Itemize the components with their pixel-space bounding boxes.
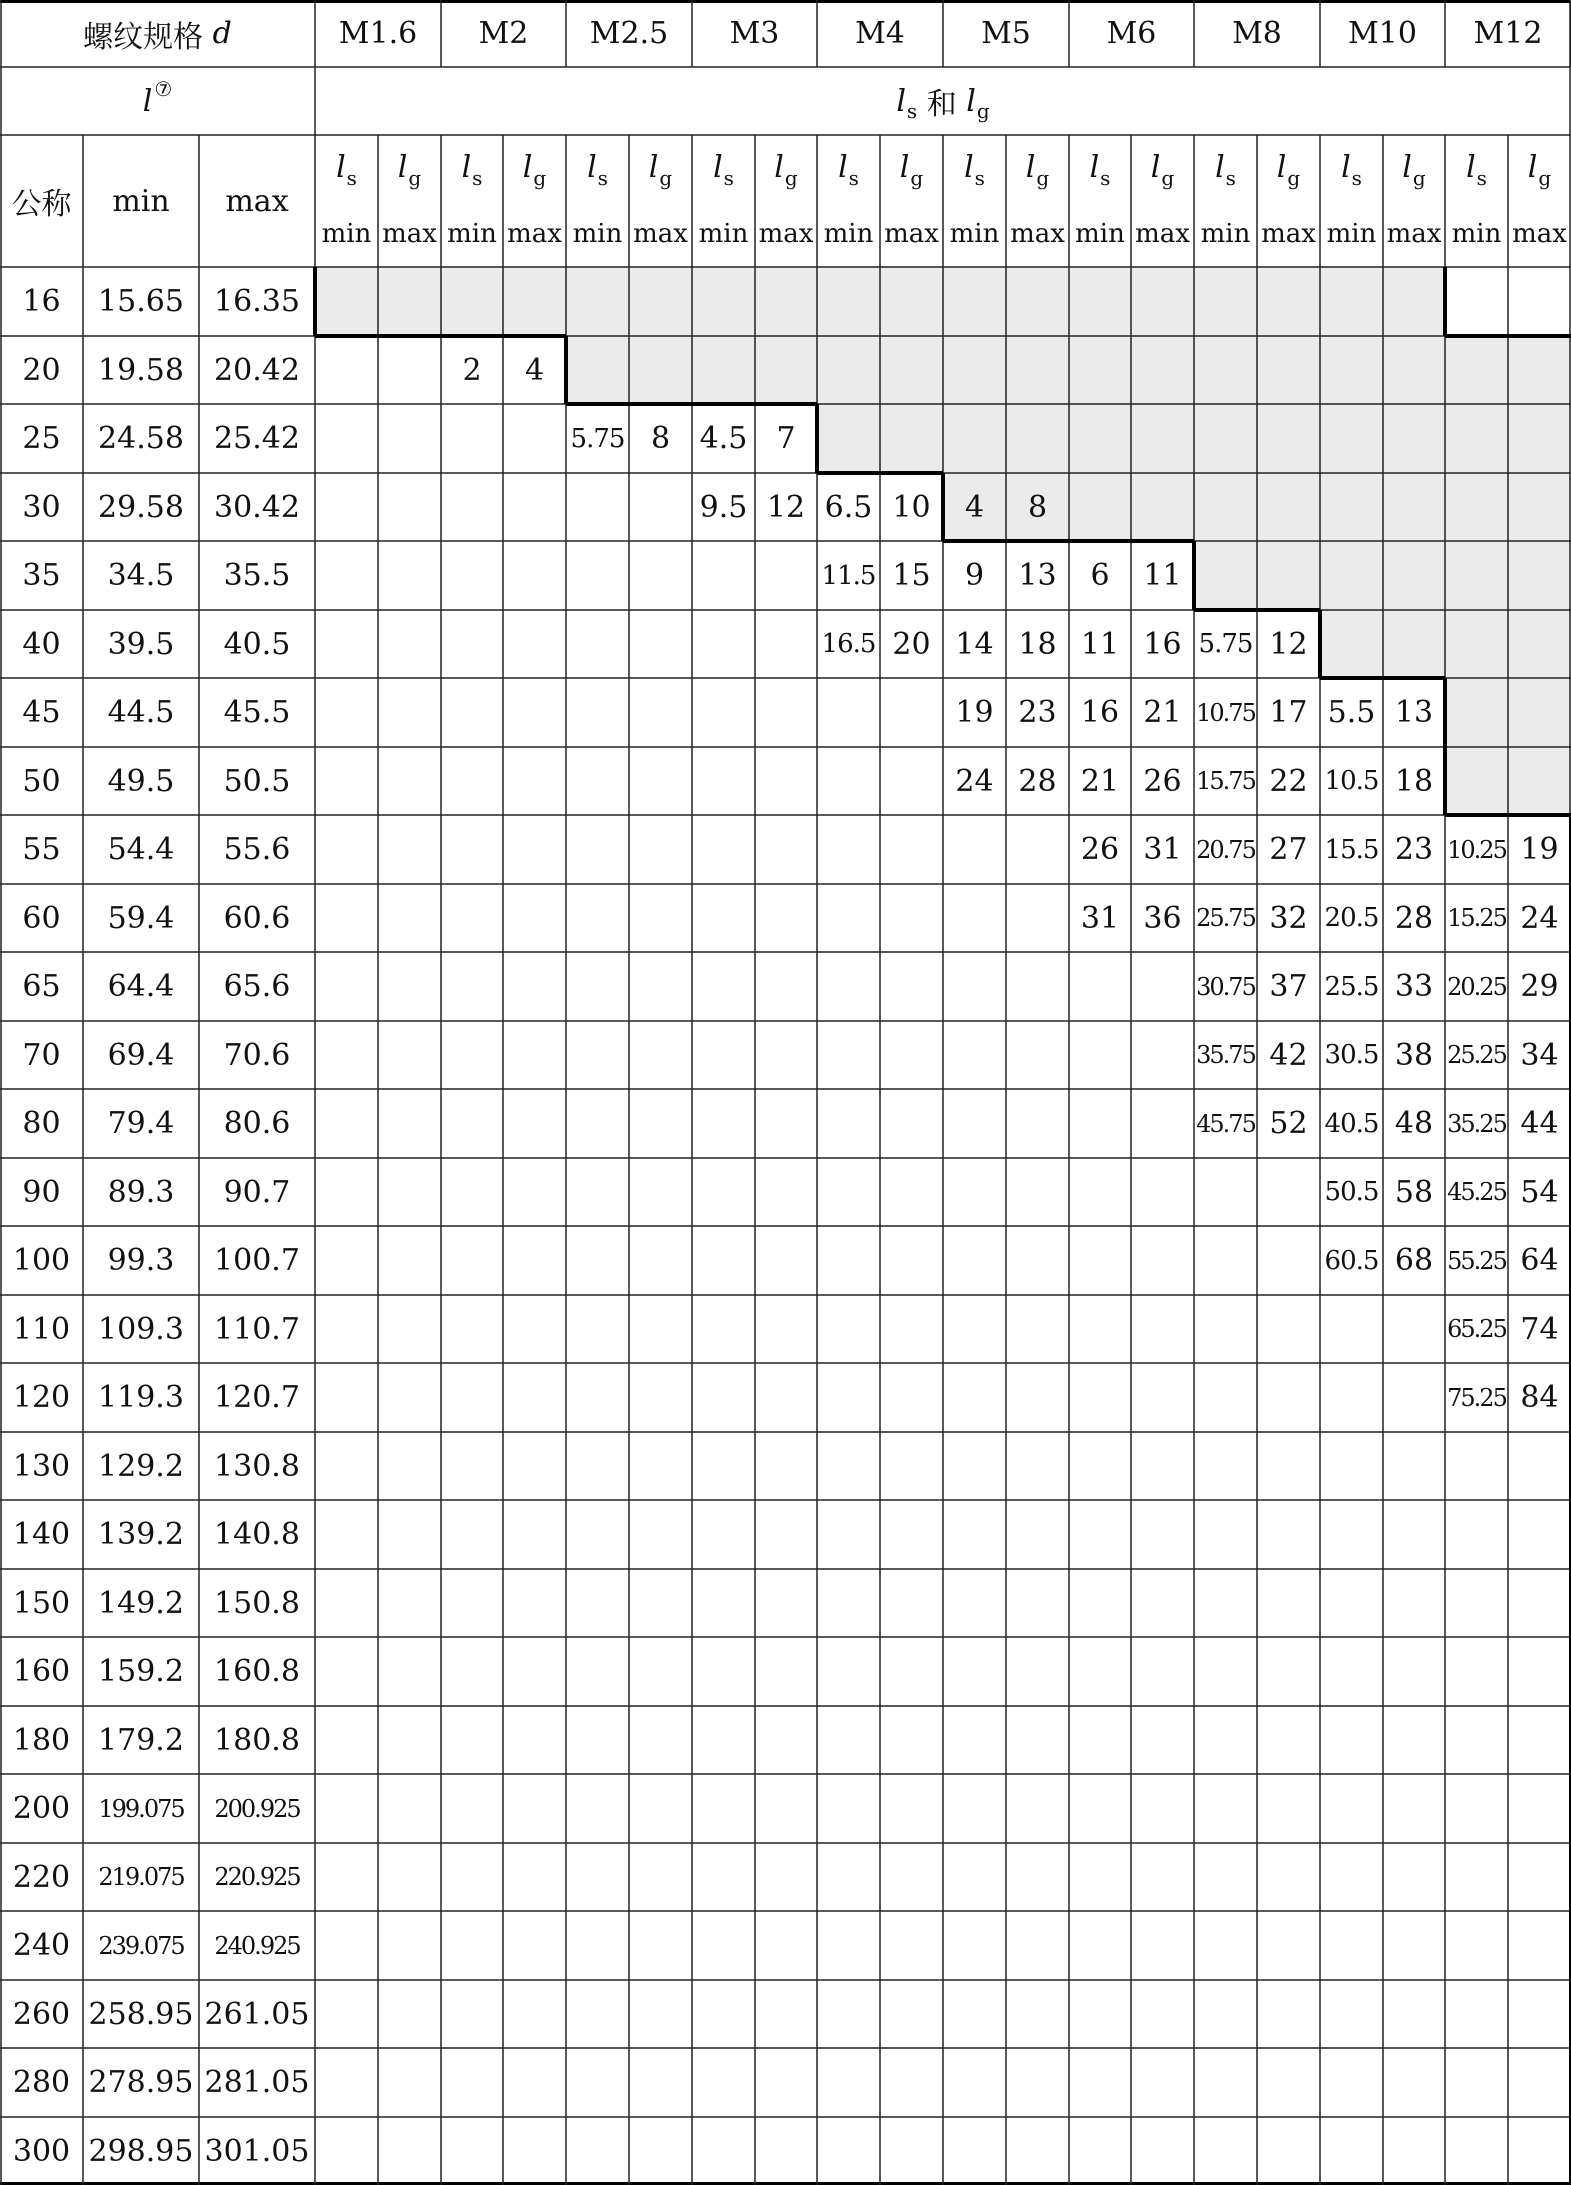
ls-value: 5.75 [1198, 629, 1253, 659]
lg-max-subheader: l g max [1135, 150, 1190, 249]
ls-value: 45.75 [1196, 1109, 1255, 1138]
ls-value: 5.75 [570, 423, 625, 454]
lg-value: 34 [1520, 1037, 1559, 1073]
ls-value: 10.25 [1447, 835, 1506, 864]
row-min: 64.4 [107, 969, 175, 1004]
ls-value: 26 [1080, 832, 1120, 867]
row-min: 89.3 [107, 1174, 175, 1210]
row-max: 40.5 [223, 626, 291, 662]
lg-value: 28 [1018, 763, 1057, 799]
ls-min-subheader: l s min [823, 150, 874, 249]
ls-value: 40.5 [1324, 1108, 1379, 1139]
lg-value: 26 [1143, 763, 1182, 799]
size-header-m1.6: M1.6 [338, 16, 418, 51]
lg-value: 31 [1143, 832, 1182, 867]
lg-value: 8 [1027, 489, 1048, 525]
ls-value: 6 [1090, 558, 1110, 593]
ls-min-subheader: l s min [321, 150, 372, 249]
row-nominal: 100 [12, 1243, 71, 1278]
row-nominal: 200 [12, 1791, 71, 1826]
lg-value: 32 [1269, 900, 1308, 936]
max-header: max [225, 183, 289, 219]
row-max: 200.925 [214, 1794, 300, 1823]
lg-value: 7 [776, 421, 796, 456]
row-nominal: 180 [12, 1722, 71, 1758]
ls-min-subheader: l s min [1200, 150, 1251, 249]
row-min: 44.5 [107, 695, 175, 730]
row-max: 261.05 [204, 1996, 310, 2032]
lg-value: 64 [1520, 1243, 1559, 1278]
row-min: 109.3 [98, 1311, 184, 1347]
ls-lg-label: 和 [917, 87, 967, 122]
ls-value: 15.25 [1447, 904, 1506, 932]
row-nominal: 220 [12, 1859, 71, 1895]
lg-max-subheader: l g max [1010, 150, 1065, 249]
ls-min-subheader: l s min [949, 150, 1000, 249]
nominal-header: 公称 [11, 187, 72, 222]
row-min: 79.4 [107, 1106, 175, 1141]
lg-value: 58 [1394, 1174, 1434, 1210]
ls-value: 21 [1080, 763, 1120, 799]
ls-value: 10.5 [1324, 766, 1379, 796]
row-min: 49.5 [107, 763, 175, 799]
lg-value: 37 [1269, 969, 1308, 1004]
row-max: 220.925 [214, 1863, 300, 1891]
row-max: 160.8 [214, 1654, 300, 1689]
row-max: 281.05 [204, 2065, 310, 2100]
lg-max-subheader: l g max [633, 150, 688, 249]
row-nominal: 300 [12, 2133, 71, 2169]
row-min: 139.2 [98, 1517, 184, 1552]
row-min: 179.2 [98, 1722, 184, 1758]
row-max: 180.8 [214, 1722, 300, 1758]
ls-value: 65.25 [1447, 1315, 1506, 1343]
ls-value: 60.5 [1324, 1245, 1379, 1276]
size-header-m3: M3 [729, 16, 780, 51]
row-max: 240.925 [214, 1931, 300, 1960]
size-header-m2: M2 [478, 16, 529, 51]
thread-spec-var: d [212, 16, 232, 51]
row-min: 69.4 [107, 1037, 175, 1073]
lg-value: 13 [1018, 558, 1057, 593]
ls-value: 75.25 [1447, 1383, 1506, 1412]
lg-value: 36 [1143, 900, 1182, 936]
ls-value: 9 [964, 558, 985, 593]
row-min: 258.95 [88, 1996, 194, 2032]
lg-value: 13 [1394, 695, 1434, 730]
lg-value: 52 [1269, 1106, 1308, 1141]
ls-sub: s [906, 99, 918, 123]
lg-value: 68 [1394, 1243, 1434, 1278]
ls-value: 19 [955, 695, 994, 730]
ls-value: 25.25 [1447, 1041, 1506, 1069]
ls-var: l [896, 83, 906, 119]
row-max: 20.42 [214, 352, 300, 388]
row-min: 34.5 [107, 558, 175, 593]
lg-value: 33 [1394, 969, 1434, 1004]
row-nominal: 240 [12, 1928, 71, 1963]
row-min: 119.3 [98, 1380, 184, 1415]
ls-min-subheader: l s min [572, 150, 623, 249]
lg-var: l [966, 83, 976, 119]
ls-value: 24 [955, 763, 994, 799]
row-min: 298.95 [88, 2133, 194, 2169]
ls-value: 16 [1080, 695, 1120, 730]
ls-value: 25.5 [1324, 971, 1379, 1002]
size-header-m8: M8 [1232, 16, 1282, 51]
row-min: 29.58 [98, 489, 184, 525]
ls-value: 35.25 [1447, 1109, 1506, 1138]
ls-value: 35.75 [1196, 1041, 1255, 1069]
row-max: 100.7 [214, 1243, 300, 1278]
ls-value: 20.75 [1196, 835, 1255, 864]
lg-value: 17 [1269, 695, 1308, 730]
size-header-m10: M10 [1348, 16, 1417, 51]
row-min: 24.58 [98, 421, 184, 456]
ls-value: 10.75 [1196, 698, 1255, 727]
lg-value: 19 [1520, 832, 1559, 867]
lg-max-subheader: l g max [507, 150, 562, 249]
row-nominal: 50 [22, 763, 61, 799]
size-header-m2.5: M2.5 [589, 16, 669, 51]
row-max: 80.6 [223, 1106, 291, 1141]
row-min: 199.075 [98, 1794, 184, 1823]
row-nominal: 120 [12, 1380, 71, 1415]
ls-value: 11.5 [821, 560, 876, 591]
row-nominal: 35 [22, 558, 61, 593]
lg-value: 18 [1018, 626, 1057, 662]
lg-max-subheader: l g max [382, 150, 437, 249]
lg-value: 22 [1269, 763, 1308, 799]
ls-value: 20.25 [1447, 972, 1506, 1001]
row-nominal: 90 [22, 1174, 61, 1210]
row-nominal: 20 [22, 352, 61, 388]
row-nominal: 150 [12, 1585, 71, 1621]
row-nominal: 60 [22, 900, 61, 936]
ls-value: 20.5 [1324, 903, 1379, 933]
ls-value: 14 [955, 626, 994, 662]
row-nominal: 70 [22, 1037, 61, 1073]
row-max: 70.6 [223, 1037, 291, 1073]
lg-value: 23 [1394, 832, 1434, 867]
lg-value: 15 [892, 558, 931, 593]
row-nominal: 140 [12, 1517, 71, 1552]
ls-value: 5.5 [1327, 695, 1376, 730]
row-nominal: 80 [22, 1106, 61, 1141]
size-header-m4: M4 [855, 16, 905, 51]
ls-value: 15.75 [1196, 767, 1255, 795]
row-max: 30.42 [214, 489, 300, 525]
ls-value: 6.5 [824, 489, 873, 525]
row-nominal: 130 [12, 1448, 71, 1484]
ls-value: 4.5 [699, 421, 748, 456]
ls-value: 4 [964, 489, 985, 525]
lg-value: 4 [524, 352, 545, 388]
ls-value: 11 [1080, 626, 1120, 662]
row-nominal: 16 [22, 284, 61, 319]
row-min: 129.2 [98, 1448, 184, 1484]
lg-value: 8 [650, 421, 671, 456]
row-max: 50.5 [223, 763, 291, 799]
lg-value: 42 [1269, 1037, 1308, 1073]
row-min: 219.075 [98, 1863, 184, 1891]
lg-value: 16 [1143, 626, 1182, 662]
lg-max-subheader: l g max [1261, 150, 1316, 249]
ls-value: 45.25 [1447, 1178, 1506, 1206]
lg-value: 48 [1394, 1106, 1434, 1141]
row-max: 150.8 [214, 1585, 300, 1621]
lg-value: 20 [892, 626, 931, 662]
row-nominal: 160 [12, 1654, 71, 1689]
ls-min-subheader: l s min [1326, 150, 1377, 249]
row-min: 159.2 [98, 1654, 184, 1689]
lg-max-subheader: l g max [1386, 150, 1442, 249]
ls-min-subheader: l s min [447, 150, 497, 249]
lg-value: 10 [892, 489, 931, 525]
lg-value: 23 [1018, 695, 1057, 730]
row-max: 130.8 [214, 1448, 300, 1484]
lg-value: 27 [1269, 832, 1308, 867]
lg-value: 74 [1520, 1311, 1559, 1347]
row-nominal: 25 [22, 421, 61, 456]
min-header: min [112, 183, 170, 219]
ls-value: 31 [1080, 900, 1120, 936]
row-max: 110.7 [214, 1311, 300, 1347]
lg-sub: g [976, 99, 990, 123]
row-max: 60.6 [223, 900, 291, 936]
lg-max-subheader: l g max [884, 150, 939, 249]
lg-value: 21 [1143, 695, 1182, 730]
row-nominal: 110 [12, 1311, 71, 1347]
row-min: 99.3 [107, 1243, 175, 1278]
lg-value: 29 [1520, 969, 1559, 1004]
row-nominal: 65 [22, 969, 61, 1004]
row-min: 39.5 [107, 626, 175, 662]
lg-value: 38 [1394, 1037, 1434, 1073]
thread-spec-label: 螺纹规格 [83, 19, 204, 55]
lg-value: 12 [1269, 626, 1308, 662]
row-nominal: 55 [22, 832, 61, 867]
row-max: 16.35 [214, 284, 300, 319]
row-min: 239.075 [98, 1931, 184, 1960]
ls-value: 9.5 [699, 489, 748, 525]
size-header-m6: M6 [1106, 16, 1157, 51]
ls-min-subheader: l s min [1451, 150, 1502, 249]
row-min: 19.58 [98, 352, 184, 388]
ls-min-subheader: l s min [698, 150, 749, 249]
ls-value: 30.75 [1196, 972, 1255, 1001]
row-max: 25.42 [214, 421, 300, 456]
lg-value: 44 [1520, 1106, 1559, 1141]
row-max: 140.8 [214, 1517, 300, 1552]
row-nominal: 280 [12, 2065, 71, 2100]
lg-value: 11 [1143, 558, 1182, 593]
row-nominal: 40 [22, 626, 61, 662]
row-max: 90.7 [223, 1174, 291, 1210]
row-min: 59.4 [107, 900, 175, 936]
row-min: 15.65 [98, 284, 184, 319]
row-min: 278.95 [88, 2065, 194, 2100]
lg-value: 84 [1520, 1380, 1559, 1415]
length-note: ⑦ [154, 77, 173, 101]
row-nominal: 30 [22, 489, 61, 525]
row-max: 35.5 [223, 558, 291, 593]
row-max: 55.6 [223, 832, 291, 867]
size-header-m5: M5 [981, 16, 1031, 51]
lg-max-subheader: l g max [758, 150, 814, 249]
row-max: 45.5 [223, 695, 291, 730]
row-nominal: 260 [12, 1996, 71, 2032]
lg-value: 18 [1394, 763, 1434, 799]
ls-value: 50.5 [1324, 1177, 1379, 1207]
lg-value: 54 [1520, 1174, 1559, 1210]
ls-value: 25.75 [1196, 904, 1255, 932]
row-min: 54.4 [107, 832, 175, 867]
ls-value: 30.5 [1324, 1040, 1379, 1070]
lg-value: 12 [766, 489, 806, 525]
ls-value: 55.25 [1447, 1246, 1506, 1275]
length-var: l [142, 83, 153, 119]
lg-value: 24 [1520, 900, 1559, 936]
row-max: 65.6 [223, 969, 291, 1004]
ls-min-subheader: l s min [1075, 150, 1125, 249]
ls-value: 16.5 [821, 629, 876, 659]
row-min: 149.2 [98, 1585, 184, 1621]
row-max: 301.05 [204, 2133, 310, 2169]
row-nominal: 45 [22, 695, 61, 730]
ls-value: 15.5 [1324, 834, 1379, 865]
size-header-m12: M12 [1473, 16, 1543, 51]
row-max: 120.7 [214, 1380, 300, 1415]
lg-max-subheader: l g max [1512, 150, 1567, 249]
lg-value: 28 [1394, 900, 1434, 936]
ls-value: 2 [462, 352, 482, 388]
